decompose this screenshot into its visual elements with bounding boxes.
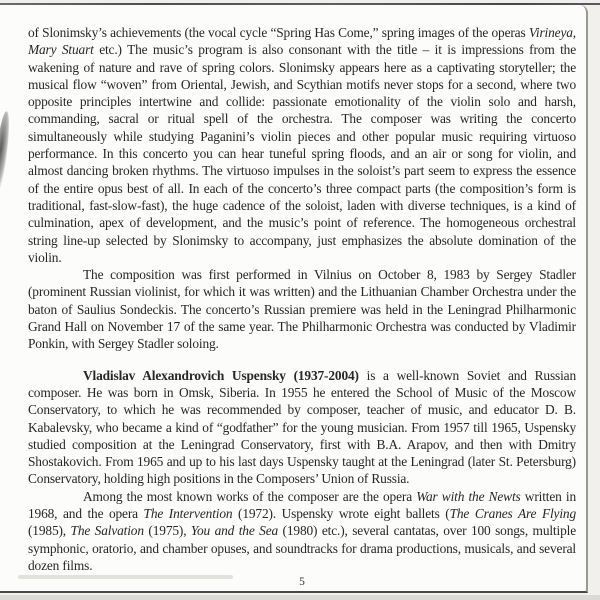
paragraph-uspensky-works <box>28 488 576 574</box>
text-run: of Slonimsky’s achievements (the vocal cycle “Spring Has Come,” spring images of the operas <box>28 25 529 40</box>
text-run: written in 1968, and the opera <box>28 488 577 522</box>
text-run: (1980) etc.), several cantatas, over 100 songs, multiple symphonic, oratorio, and chamber opuses, and soundtracks for drama productions, musicals, and several dozen films. <box>28 523 576 573</box>
booklet-page <box>0 5 588 593</box>
text-run-italic: The Cranes Are Flying <box>449 506 577 522</box>
text-run-italic: Virineya <box>528 25 573 40</box>
text-run: etc.) The music’s program is also consonant with the title – it is impressions from the wakening of nature and rave of spring colors. Slonimsky appears here as a captivating storyteller; the musical flow “woven” from Oriental, Jewish, and Scythian motifs never stops for a second, where two opposite principles intertwine and collide: passionate emotionality of the violin solo and harsh, commanding, sacral or ritual spell of the orchestra. The composer was writing the concerto simultaneously while studying Paganini’s violin pieces and other popular music requiring virtuoso performance. In this concerto you can hear tuneful spring floods, and an air or song for violin, and almost dancing broken rhythms. The virtuoso impulses in the soloist’s part seem to express the essence of the entire opus best of all. In each of the concerto’s three compact parts (the composition’s form is traditional, fast-slow-fast), the huge cadence of the soloist, laden with diverse techniques, is a kind of culmination, apex of development, and the music’s point of reference. The homogeneous orchestral string line-up selected by Slonimsky to accompany, just emphasizes the absolute domination of the violin. <box>28 42 576 265</box>
text-run: The composition was first performed in Vilnius on October 8, 1983 by Sergey Stadler (prominent Russian violinist, for which it was written) and the Lithuanian Chamber Orchestra under the baton of Saulius Sondeckis. The concerto’s Russian premiere was held in the Leningrad Philharmonic Grand Hall on November 17 of the same year. The Philharmonic Orchestra was conducted by Vladimir Ponkin, with Sergey Stadler soloing. <box>28 267 576 352</box>
text-run: (1975), <box>143 523 191 539</box>
text-run: is a well-known Soviet and Russian composer. He was born in Omsk, Siberia. In 1955 he entered the School of Music of the Moscow Conservatory, to which he was recommended by composer, teacher of music, and educator D. B. Kabalevsky, who became a kind of “godfather” for the young musician. From 1957 till 1965, Uspensky studied composition at the Leningrad Conservatory, first with B.A. Arapov, and then with Dmitry Shostakovich. From 1965 and up to his last days Uspensky taught at the Leningrad (later St. Petersburg) Conservatory, holding high positions in the Composers’ Union of Russia. <box>28 367 576 487</box>
text-run-italic: The Salvation <box>70 523 144 539</box>
page-number: 5 <box>299 576 305 588</box>
body-text <box>28 24 576 574</box>
text-run: Among the most known works of the composer are the opera <box>83 488 417 504</box>
text-run: (1985), <box>28 523 71 539</box>
paragraph-premiere <box>28 266 576 352</box>
text-run-italic: Mary Stuart <box>28 42 94 58</box>
text-run-italic: The Intervention <box>143 506 233 522</box>
paragraph-slonimsky-concerto <box>28 24 576 266</box>
scan-bottom-strip <box>0 595 600 600</box>
paragraph-uspensky-bio <box>28 367 576 488</box>
spine-shadow-mark <box>0 111 12 196</box>
text-run-bold: Vladislav Alexandrovich Uspensky (1937-2004) <box>83 367 359 383</box>
text-run-italic: War with the Newts <box>416 488 521 504</box>
text-run-italic: You and the Sea <box>190 523 279 539</box>
text-run: , <box>572 25 576 40</box>
text-run: (1972). Uspensky wrote eight ballets ( <box>232 506 450 522</box>
